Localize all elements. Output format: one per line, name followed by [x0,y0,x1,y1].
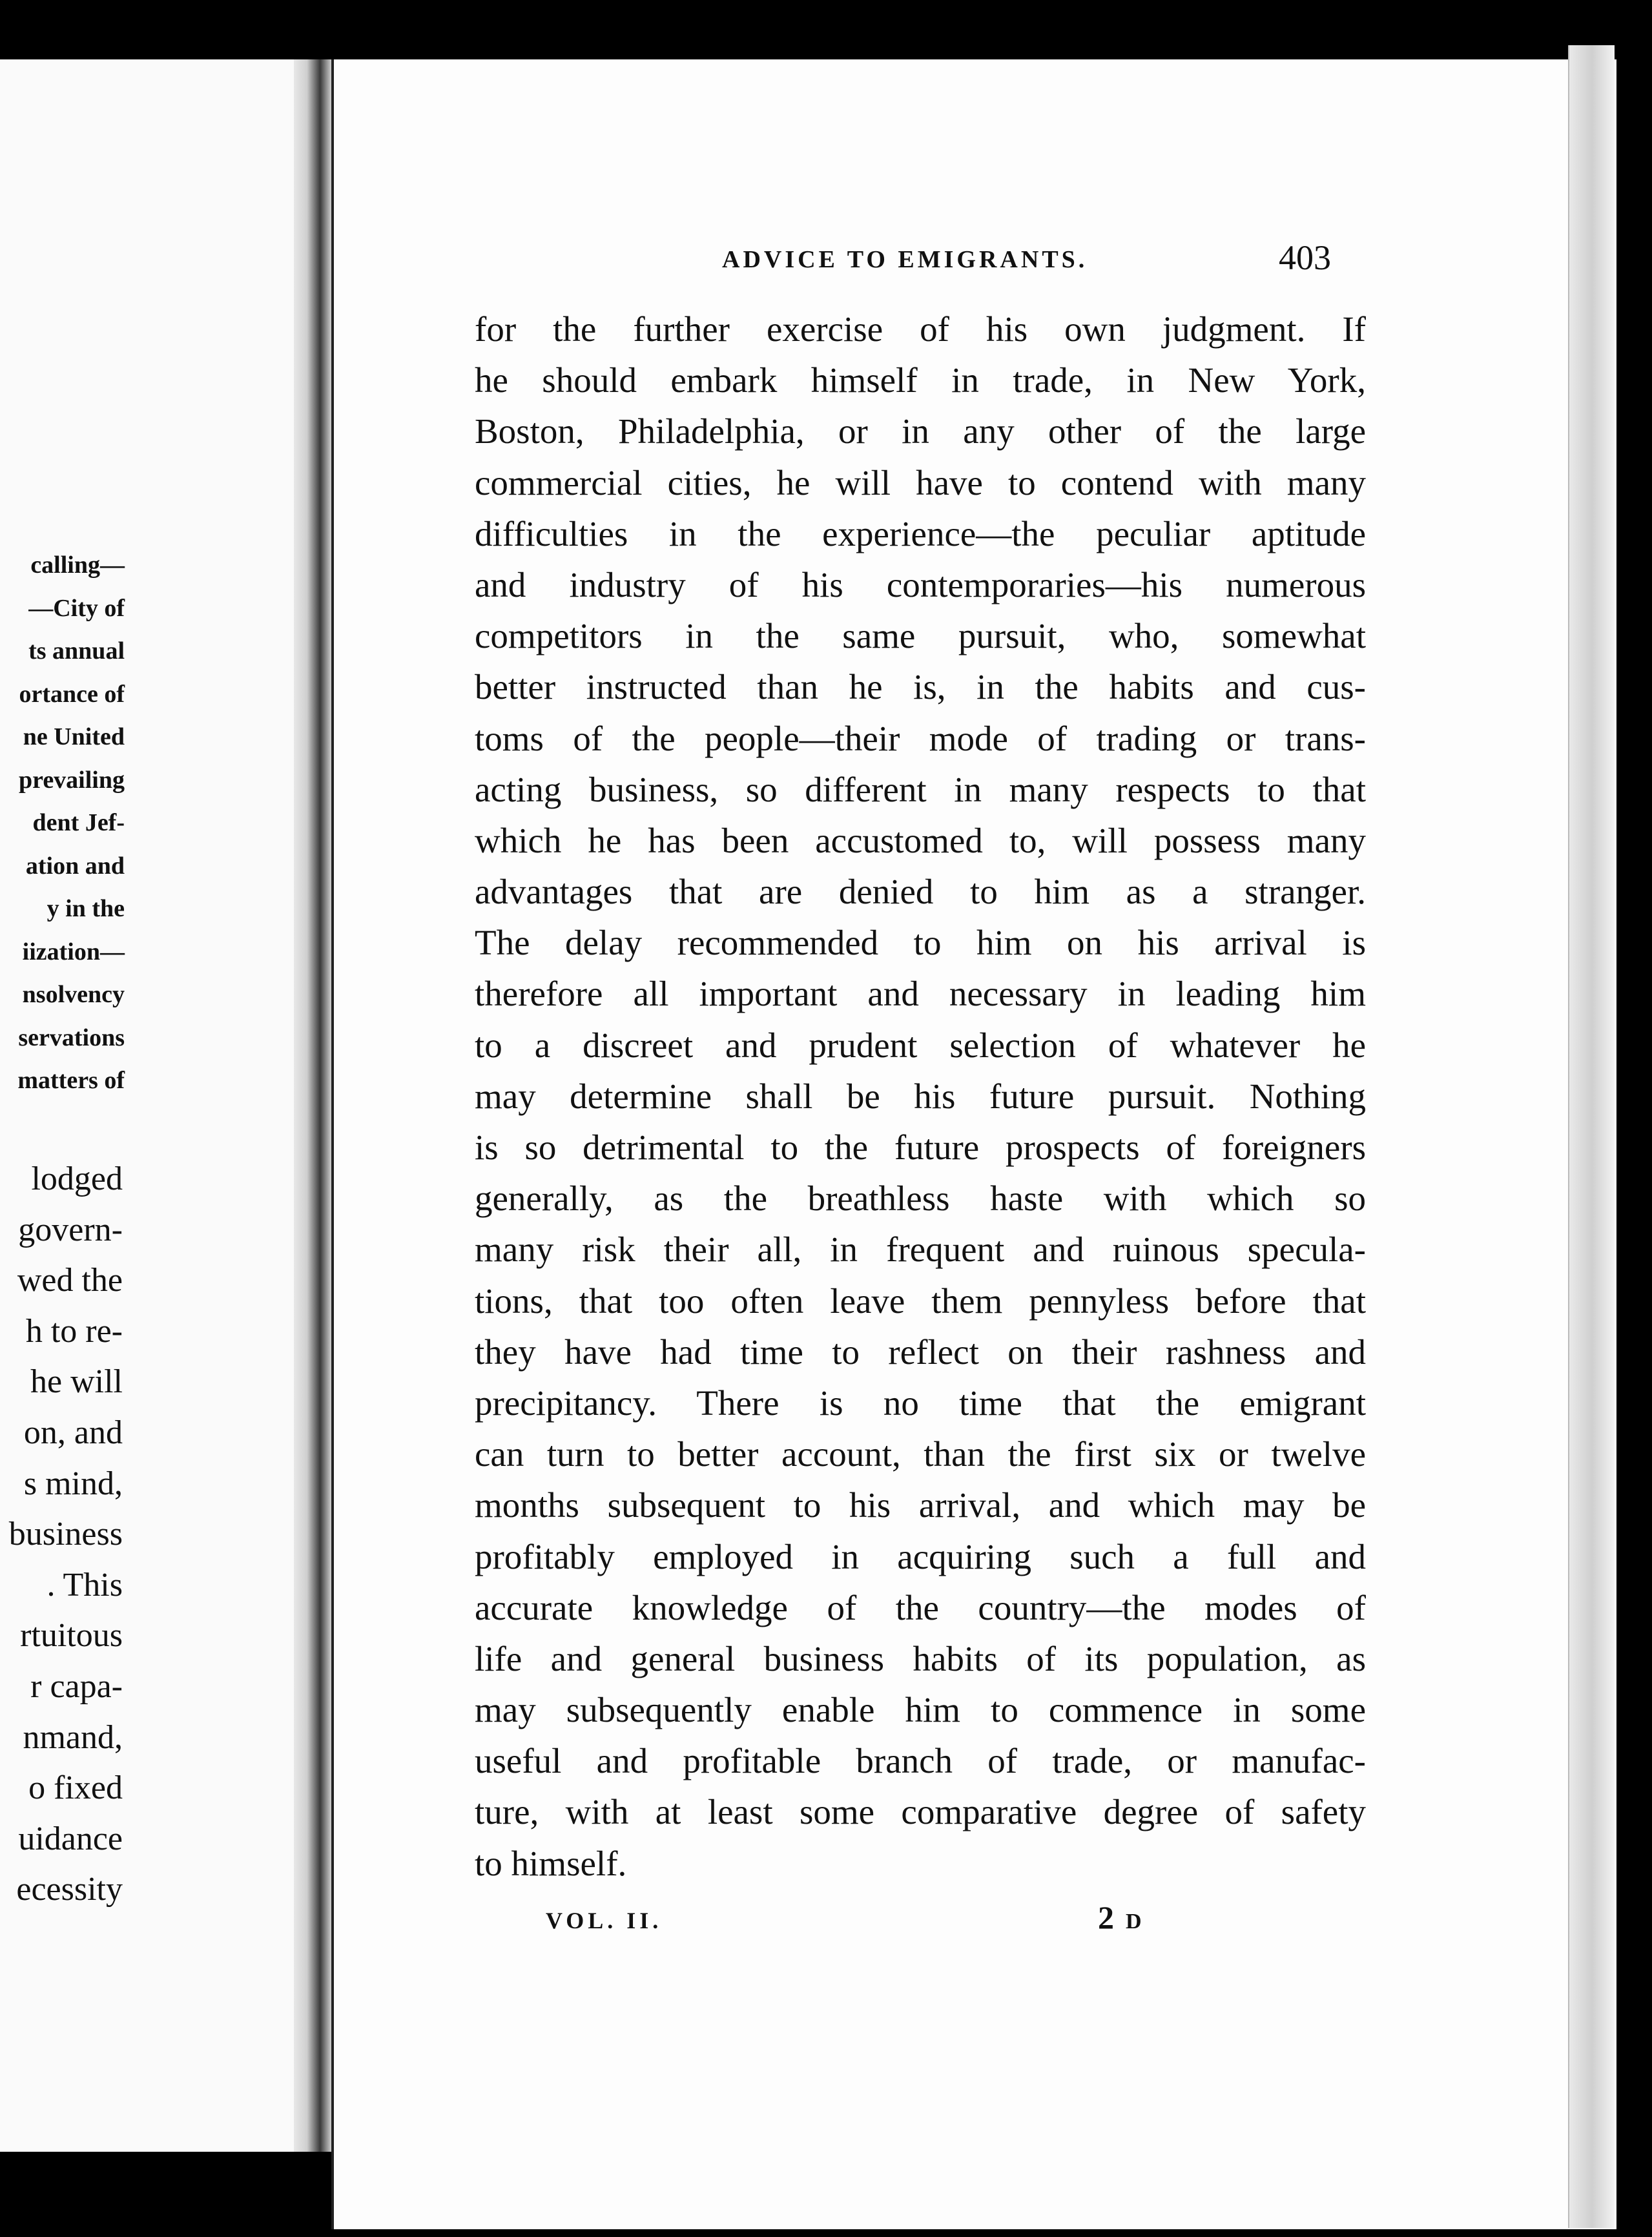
left-body-line: h to re- [25,1312,123,1350]
left-summary-line: y in the [46,895,125,922]
left-body-line: . This [46,1566,123,1603]
body-line: ture, with at least some comparative degree of safety [475,1792,1366,1832]
body-line: accurate knowledge of the country—the modes of [475,1587,1366,1627]
body-line: many risk their all, in frequent and ruinous specula- [475,1230,1366,1270]
left-summary-line: ts annual [28,637,125,665]
body-line: toms of the people—their mode of trading or trans- [475,718,1366,758]
body-line: and industry of his contemporaries—his numerous [475,564,1366,604]
body-line: for the further exercise of his own judgment. If [475,309,1366,349]
left-body-line: o fixed [28,1769,123,1807]
signature-letter: D [1126,1910,1142,1933]
body-line: they have had time to reflect on their rashness and [475,1332,1366,1372]
body-line: The delay recommended to him on his arrival is [475,923,1366,963]
body-line: better instructed than he is, in the habits and cus- [475,667,1366,707]
book-spine-gutter [294,59,331,2152]
left-body-line: rtuitous [20,1617,123,1655]
footer-volume-mark: VOL. II. [546,1908,663,1933]
body-line: useful and profitable branch of trade, or manufac- [475,1741,1366,1781]
body-line: can turn to better account, than the first six or twelve [475,1434,1366,1474]
body-line: acting business, so different in many respects to that [475,769,1366,809]
left-body-line: ecessity [16,1871,123,1908]
body-line: Boston, Philadelphia, or in any other of the large [475,411,1366,451]
left-summary-line: calling— [30,552,125,579]
body-line: commercial cities, he will have to contend with many [475,462,1366,502]
left-body-line: wed the [17,1262,123,1299]
body-line: generally, as the breathless haste with which so [475,1179,1366,1219]
body-line: months subsequent to his arrival, and which may be [475,1485,1366,1525]
body-line: tions, that too often leave them pennyless before that [475,1281,1366,1321]
body-line: profitably employed in acquiring such a full and [475,1536,1366,1576]
body-line: which he has been accustomed to, will possess many [475,820,1366,860]
body-line: competitors in the same pursuit, who, somewhat [475,616,1366,656]
body-line: to a discreet and prudent selection of whatever he [475,1025,1366,1065]
left-chapter-summary [0,544,294,1102]
body-line: precipitancy. There is no time that the emigrant [475,1383,1366,1423]
left-summary-line: iization— [22,938,125,965]
left-body-line: nmand, [23,1718,123,1756]
left-body-line: govern- [18,1211,123,1248]
footer-signature-mark [1098,1899,1142,1936]
left-summary-line: dent Jef- [32,809,125,836]
left-body-line: on, and [23,1414,123,1451]
page-number: 403 [1279,238,1331,277]
left-body-line: r capa- [30,1667,123,1705]
left-page-fragment [0,59,294,2152]
left-body-line: he will [30,1363,123,1401]
body-line: may determine shall be his future pursuit. Nothing [475,1076,1366,1116]
body-line: therefore all important and necessary in leading him [475,974,1366,1014]
left-summary-line: prevailing [19,766,125,794]
left-summary-line: ortance of [19,680,125,708]
body-line: to himself. [475,1843,627,1883]
left-body-text [0,1154,294,1915]
running-head: ADVICE TO EMIGRANTS. [722,246,1088,273]
signature-number: 2 [1098,1899,1114,1935]
body-line: life and general business habits of its population, as [475,1638,1366,1678]
left-summary-line: ation and [25,852,125,880]
body-line: difficulties in the experience—the peculiar aptitude [475,513,1366,553]
body-line: he should embark himself in trade, in New York, [475,360,1366,400]
left-body-line: uidance [18,1820,123,1857]
left-summary-line: —City of [28,594,125,622]
body-line: is so detrimental to the future prospects of foreigners [475,1128,1366,1167]
left-body-line: business [8,1516,123,1553]
left-summary-line: ne United [23,723,125,750]
left-summary-line: matters of [17,1067,125,1094]
left-summary-line: servations [18,1024,125,1051]
left-body-line: s mind, [23,1465,123,1502]
left-summary-line: nsolvency [22,981,125,1008]
left-body-line: lodged [31,1160,123,1197]
body-text [475,304,1366,1889]
body-line: advantages that are denied to him as a stranger. [475,872,1366,912]
page-edge [1568,45,1615,2228]
body-line: may subsequently enable him to commence in some [475,1690,1366,1730]
